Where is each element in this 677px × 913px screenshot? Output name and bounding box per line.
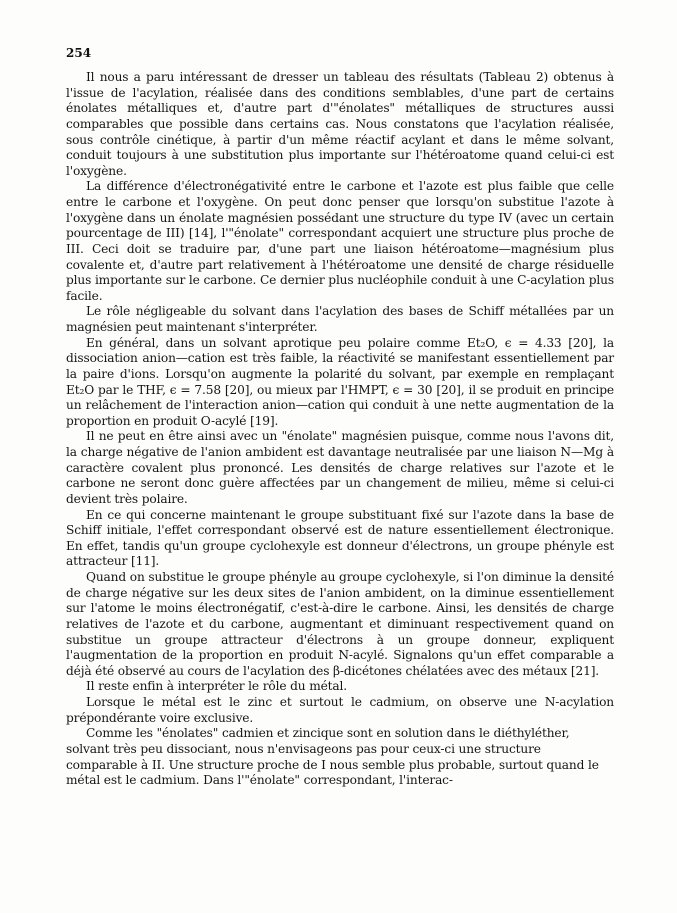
paragraph: La différence d'électronégativité entre le carbone et l'azote est plus faible que celle entre le carbone et l'oxygène. On peut donc penser que lorsqu'on substitue l'azote à l'oxygène dans un énolate magnésien possédant une structure du type IV (avec un certain pourcentage de III) [14], l'"énolate" correspondant acquiert une structure plus proche de III. Ceci doit se traduire par, d'une part une liaison hétéroatome—magnésium plus covalente et, d'autre part relativement à l'hétéroatome une densité de charge résiduelle plus importante sur le carbone. Ce dernier plus nucléophile conduit à une C-acylation plus facile. [66, 179, 614, 303]
paragraph: Comme les "énolates" cadmien et zincique sont en solution dans le diéthyléther, solvant très peu dissociant, nous n'envisageons pas pour ceux-ci une structure comparable à II. Une structure proche de I nous semble plus probable, surtout quand le métal est le cadmium. Dans l'"énolate" correspondant, l'interac- [66, 726, 599, 788]
paragraph: Quand on substitue le groupe phényle au groupe cyclohexyle, si l'on diminue la densité de charge négative sur les deux sites de l'anion ambident, on la diminue essentiellement sur l'atome le moins électronégatif, c'est-à-dire le carbone. Ainsi, les densités de charge relatives de l'azote et du carbone, augmentant et diminuant respectivement quand on substitue un groupe attracteur d'électrons à un groupe donneur, expliquent l'augmentation de la proportion en produit N-acylé. Signalons qu'un effet comparable a déjà été observé au cours de l'acylation des β-dicétones chélatées avec des métaux [21]. [66, 570, 614, 678]
paragraph: Lorsque le métal est le zinc et surtout le cadmium, on observe une N-acylation prépondérante voire exclusive. [66, 695, 614, 725]
paragraph: Il reste enfin à interpréter le rôle du métal. [86, 679, 347, 694]
body-text [66, 70, 614, 789]
page-number: 254 [66, 46, 92, 60]
paragraph: Le rôle négligeable du solvant dans l'acylation des bases de Schiff métallées par un magnésien peut maintenant s'interpréter. [66, 304, 614, 334]
paragraph: En général, dans un solvant aprotique peu polaire comme Et₂O, ϵ = 4.33 [20], la dissociation anion—cation est très faible, la réactivité se manifestant essentiellement par la paire d'ions. Lorsqu'on augmente la polarité du solvant, par exemple en remplaçant Et₂O par le THF, ϵ = 7.58 [20], ou mieux par l'HMPT, ϵ = 30 [20], il se produit en principe un relâchement de l'interaction anion—cation qui conduit à une nette augmentation de la proportion en produit O-acylé [19]. [66, 335, 614, 428]
paragraph: Il ne peut en être ainsi avec un "énolate" magnésien puisque, comme nous l'avons dit, la charge négative de l'anion ambident est davantage neutralisée par une liaison N—Mg à caractère covalent plus prononcé. Les densités de charge relatives sur l'azote et le carbone ne seront donc guère affectées par un changement de milieu, même si celui-ci devient très polaire. [66, 429, 614, 506]
paragraph: En ce qui concerne maintenant le groupe substituant fixé sur l'azote dans la base de Schiff initiale, l'effet correspondant observé est de nature essentiellement électronique. En effet, tandis qu'un groupe cyclohexyle est donneur d'électrons, un groupe phényle est attracteur [11]. [66, 507, 614, 569]
paragraph: Il nous a paru intéressant de dresser un tableau des résultats (Tableau 2) obtenus à l'issue de l'acylation, réalisée dans des conditions semblables, d'une part de certains énolates métalliques et, d'autre part d'"énolates" métalliques de structures aussi comparables que possible dans certains cas. Nous constatons que l'acylation réalisée, sous contrôle cinétique, à partir d'un même réactif acylant et dans le même solvant, conduit toujours à une substitution plus importante sur l'hétéroatome quand celui-ci est l'oxygène. [66, 70, 614, 178]
